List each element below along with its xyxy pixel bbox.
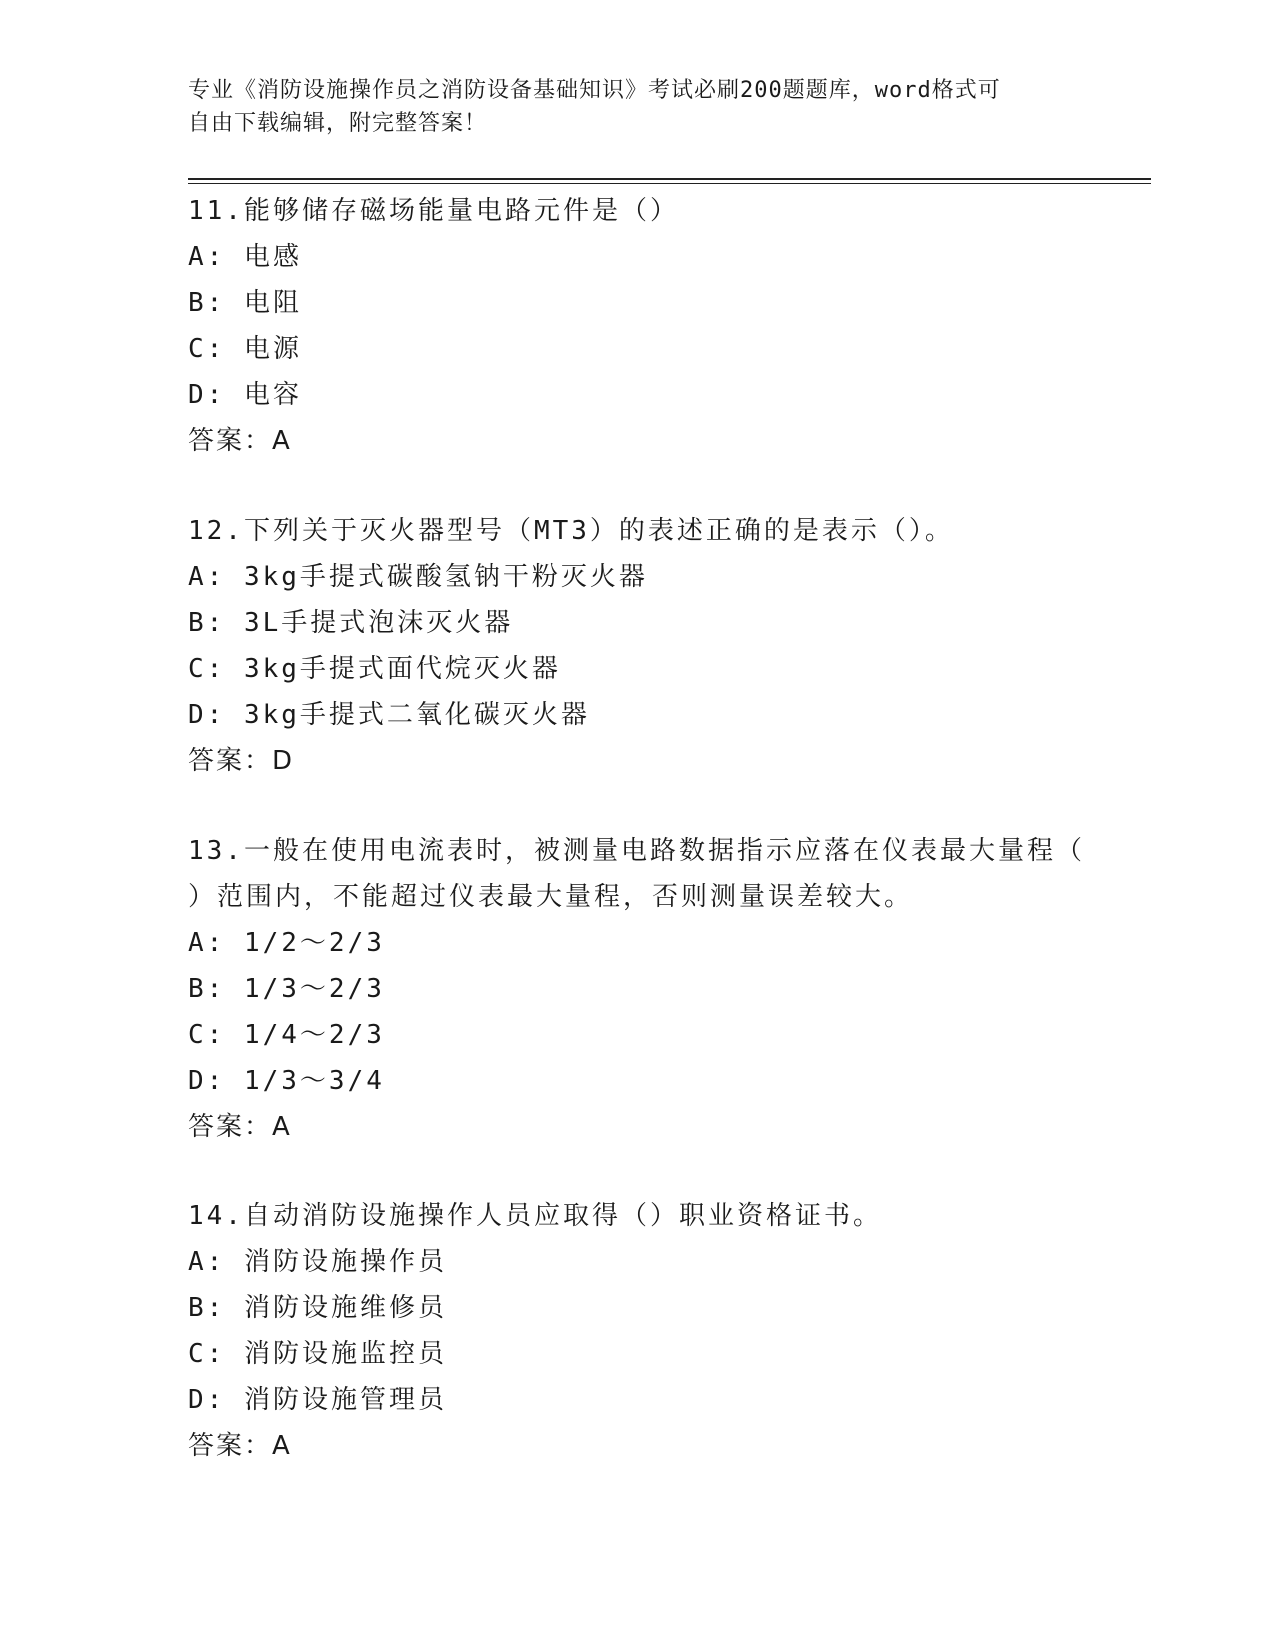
question-stem: 12.下列关于灭火器型号（MT3）的表述正确的是表示（）。 [188, 516, 954, 546]
option-a: A: 1/2～2/3 [188, 928, 385, 958]
option-a: A: 消防设施操作员 [188, 1247, 447, 1277]
question-12 [188, 508, 1088, 784]
question-14 [188, 1193, 1088, 1469]
option-d: D: 1/3～3/4 [188, 1066, 385, 1096]
question-stem-line-1: 13.一般在使用电流表时，被测量电路数据指示应落在仪表最大量程（ [188, 836, 1085, 866]
option-b: B: 3L手提式泡沫灭火器 [188, 608, 514, 638]
header-line-2: 自由下载编辑，附完整答案！ [188, 111, 488, 136]
answer-label: 答案：D [188, 746, 295, 776]
document-header [188, 74, 1068, 140]
option-c: C: 1/4～2/3 [188, 1020, 385, 1050]
option-b: B: 消防设施维修员 [188, 1293, 447, 1323]
answer-label: 答案：A [188, 426, 292, 456]
option-c: C: 3kg手提式面代烷灭火器 [188, 654, 561, 684]
question-stem-line-2: ）范围内，不能超过仪表最大量程，否则测量误差较大。 [188, 882, 914, 912]
question-stem: 14.自动消防设施操作人员应取得（）职业资格证书。 [188, 1201, 882, 1231]
answer-label: 答案：A [188, 1431, 292, 1461]
option-d: D: 电容 [188, 380, 302, 410]
option-d: D: 3kg手提式二氧化碳灭火器 [188, 700, 590, 730]
option-c: C: 电源 [188, 334, 302, 364]
header-line-1: 专业《消防设施操作员之消防设备基础知识》考试必刷200题题库，word格式可 [188, 78, 1001, 103]
option-a: A: 3kg手提式碳酸氢钠干粉灭火器 [188, 562, 648, 592]
question-13 [188, 828, 1088, 1150]
header-divider [188, 178, 1151, 184]
option-d: D: 消防设施管理员 [188, 1385, 447, 1415]
question-11 [188, 188, 1088, 464]
answer-label: 答案：A [188, 1112, 292, 1142]
question-stem: 11.能够储存磁场能量电路元件是（） [188, 196, 679, 226]
option-b: B: 1/3～2/3 [188, 974, 385, 1004]
option-b: B: 电阻 [188, 288, 302, 318]
option-a: A: 电感 [188, 242, 302, 272]
option-c: C: 消防设施监控员 [188, 1339, 447, 1369]
